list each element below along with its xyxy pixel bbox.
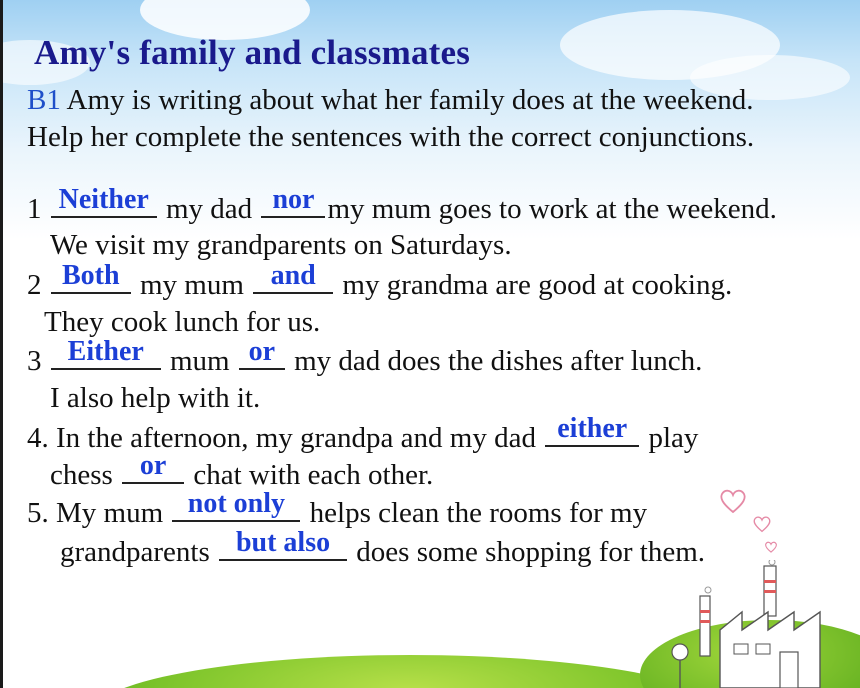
- sentence-text: my dad: [166, 193, 253, 225]
- answer-text: or: [248, 336, 276, 367]
- exercise-item-4: [27, 413, 699, 456]
- answer-blank[interactable]: [545, 413, 639, 447]
- sentence-text: In the afternoon, my grandpa and my dad: [56, 422, 536, 454]
- item-number: 4.: [27, 422, 49, 454]
- instruction-text: Amy is writing about what her family does at the weekend.: [66, 84, 754, 116]
- factory-illustration: [660, 560, 860, 688]
- instruction-line-2: [27, 119, 754, 155]
- answer-blank[interactable]: [239, 336, 285, 370]
- item-number: 3: [27, 345, 42, 377]
- sentence-text: My mum: [56, 497, 164, 529]
- sentence-text: chat with each other.: [193, 459, 434, 491]
- slide-frame-edge: [0, 0, 3, 688]
- heart-icon: [752, 515, 772, 533]
- answer-text: Neither: [58, 184, 149, 215]
- instruction-text: Help her complete the sentences with the correct conjunctions.: [27, 121, 755, 153]
- sentence-text: my mum goes to work at the weekend.: [327, 193, 777, 225]
- answer-blank[interactable]: [122, 450, 184, 484]
- exercise-item-1-continuation: [50, 227, 512, 263]
- answer-blank[interactable]: [261, 184, 325, 218]
- exercise-item-3: [27, 336, 703, 379]
- green-hill: [90, 655, 730, 688]
- answer-blank[interactable]: [51, 336, 161, 370]
- answer-blank[interactable]: [51, 260, 131, 294]
- heart-icon: [764, 541, 778, 553]
- answer-text: Both: [61, 260, 120, 291]
- sentence-text: my mum: [140, 269, 244, 301]
- answer-text: but also: [235, 527, 331, 558]
- sentence-text: grandparents: [60, 536, 210, 568]
- exercise-item-2-continuation: [44, 304, 320, 340]
- instruction-line-1: [27, 82, 753, 118]
- exercise-item-5: [27, 488, 648, 531]
- answer-text: nor: [272, 184, 315, 215]
- answer-blank[interactable]: [172, 488, 300, 522]
- sentence-text: They cook lunch for us.: [44, 306, 321, 338]
- answer-text: either: [557, 413, 628, 444]
- sentence-text: my grandma are good at cooking.: [342, 269, 733, 301]
- page-title: Amy's family and classmates: [34, 33, 471, 72]
- sentence-text: helps clean the rooms for my: [309, 497, 648, 529]
- exercise-item-5-continuation: [60, 527, 706, 570]
- sentence-text: chess: [50, 459, 113, 491]
- section-tag: B1: [27, 84, 61, 116]
- sentence-text: I also help with it.: [50, 382, 261, 414]
- exercise-item-2: [27, 260, 733, 303]
- answer-text: or: [139, 450, 167, 481]
- item-number: 2: [27, 269, 42, 301]
- answer-blank[interactable]: [219, 527, 347, 561]
- answer-blank[interactable]: [253, 260, 333, 294]
- item-number: 5.: [27, 497, 49, 529]
- item-number: 1: [27, 193, 42, 225]
- sentence-text: We visit my grandparents on Saturdays.: [50, 229, 512, 261]
- heart-icon: [718, 488, 748, 514]
- sentence-text: my dad does the dishes after lunch.: [294, 345, 703, 377]
- answer-text: not only: [187, 488, 286, 519]
- exercise-item-1: [27, 184, 777, 227]
- answer-blank[interactable]: [51, 184, 157, 218]
- sentence-text: does some shopping for them.: [356, 536, 706, 568]
- sentence-text: play: [648, 422, 699, 454]
- answer-text: Either: [67, 336, 144, 367]
- sentence-text: mum: [170, 345, 230, 377]
- exercise-item-3-continuation: [50, 380, 260, 416]
- answer-text: and: [270, 260, 316, 291]
